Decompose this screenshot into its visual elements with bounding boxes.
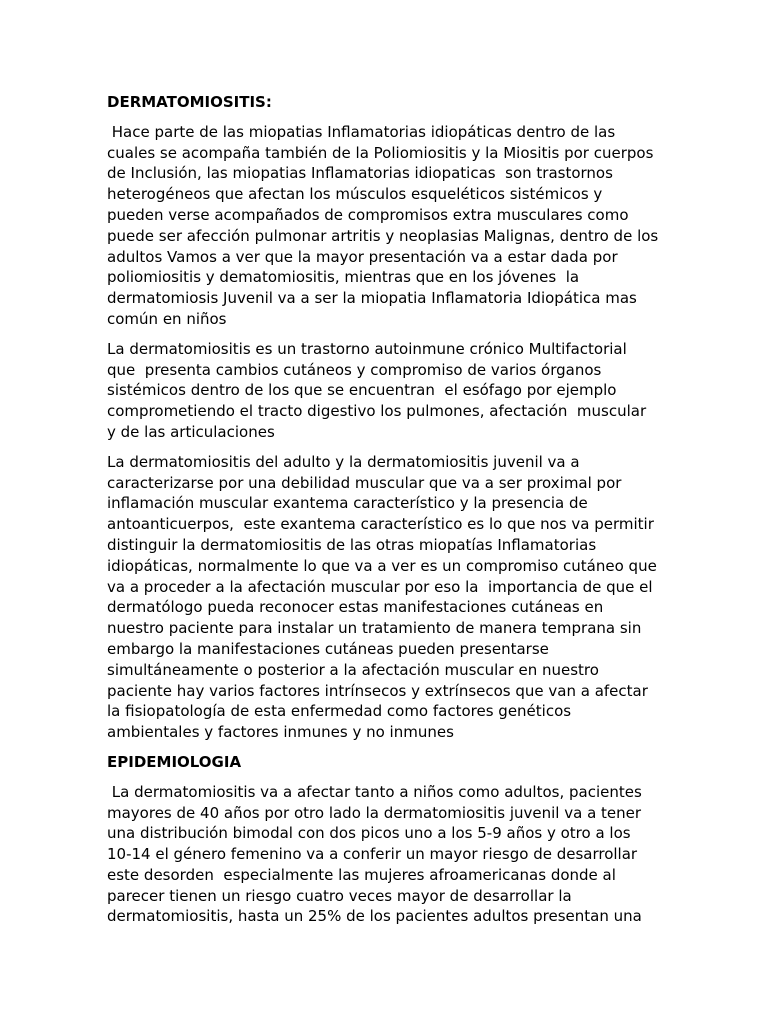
text-line: que presenta cambios cutáneos y compromiso de varios órganos [107,360,602,379]
text-line: adultos Vamos a ver que la mayor presentación va a estar dada por [107,247,618,266]
text-line: embargo la manifestaciones cutáneas pueden presentarse [107,639,549,658]
text-line: Hace parte de las miopatias Inflamatorias idiopáticas dentro de las [107,122,616,141]
text-line: inflamación muscular exantema característico y la presencia de [107,494,588,513]
text-line: heterogéneos que afectan los músculos esqueléticos sistémicos y [107,185,603,204]
text-line: este desorden especialmente las mujeres afroamericanas donde al [107,865,616,884]
text-line: comprometiendo el tracto digestivo los pulmones, afectación muscular [107,402,647,421]
text-line: puede ser afección pulmonar artritis y neoplasias Malignas, dentro de los [107,226,659,245]
section-heading-epidemiologia: EPIDEMIOLOGIA [107,752,242,771]
text-line: nuestro paciente para instalar un tratamiento de manera temprana sin [107,619,642,638]
text-line: dermatomiositis, hasta un 25% de los pacientes adultos presentan una [107,907,642,926]
paragraph [107,782,687,928]
text-line: distinguir la dermatomiositis de las otras miopatías Inflamatorias [107,535,597,554]
text-line: parecer tienen un riesgo cuatro veces mayor de desarrollar la [107,886,572,905]
text-line: va a proceder a la afectación muscular por eso la importancia de que el [107,577,653,596]
text-line: de Inclusión, las miopatias Inflamatorias idiopaticas son trastornos [107,164,613,183]
text-line: común en niños [107,309,227,328]
text-line: una distribución bimodal con dos picos uno a los 5-9 años y otro a los [107,824,631,843]
paragraph [107,339,687,443]
text-line: pueden verse acompañados de compromisos extra musculares como [107,205,629,224]
text-line: paciente hay varios factores intrínsecos y extrínsecos que van a afectar [107,681,648,700]
text-line: caracterizarse por una debilidad muscular que va a ser proximal por [107,473,622,492]
text-line: antoanticuerpos, este exantema característico es lo que nos va permitir [107,515,654,534]
paragraph [107,452,687,743]
paragraph [107,122,687,330]
text-line: cuales se acompaña también de la Poliomiositis y la Miositis por cuerpos [107,143,654,162]
text-line: dermatólogo pueda reconocer estas manifestaciones cutáneas en [107,598,604,617]
text-line: simultáneamente o posterior a la afectación muscular en nuestro [107,660,599,679]
text-line: La dermatomiositis va a afectar tanto a niños como adultos, pacientes [107,782,642,801]
text-line: la fisiopatología de esta enfermedad como factores genéticos [107,702,572,721]
text-line: La dermatomiositis del adulto y la dermatomiositis juvenil va a [107,452,580,471]
text-line: dermatomiosis Juvenil va a ser la miopatia Inflamatoria Idiopática mas [107,289,637,308]
document-page [107,92,687,936]
text-line: mayores de 40 años por otro lado la dermatomiositis juvenil va a tener [107,803,642,822]
text-line: La dermatomiositis es un trastorno autoinmune crónico Multifactorial [107,339,627,358]
text-line: ambientales y factores inmunes y no inmunes [107,723,454,742]
text-line: poliomiositis y dematomiositis, mientras que en los jóvenes la [107,268,580,287]
text-line: y de las articulaciones [107,422,275,441]
text-line: 10-14 el género femenino va a conferir un mayor riesgo de desarrollar [107,845,638,864]
text-line: idiopáticas, normalmente lo que va a ver es un compromiso cutáneo que [107,556,657,575]
text-line: sistémicos dentro de los que se encuentran el esófago por ejemplo [107,381,617,400]
section-heading-dermatomiositis: DERMATOMIOSITIS: [107,93,272,111]
